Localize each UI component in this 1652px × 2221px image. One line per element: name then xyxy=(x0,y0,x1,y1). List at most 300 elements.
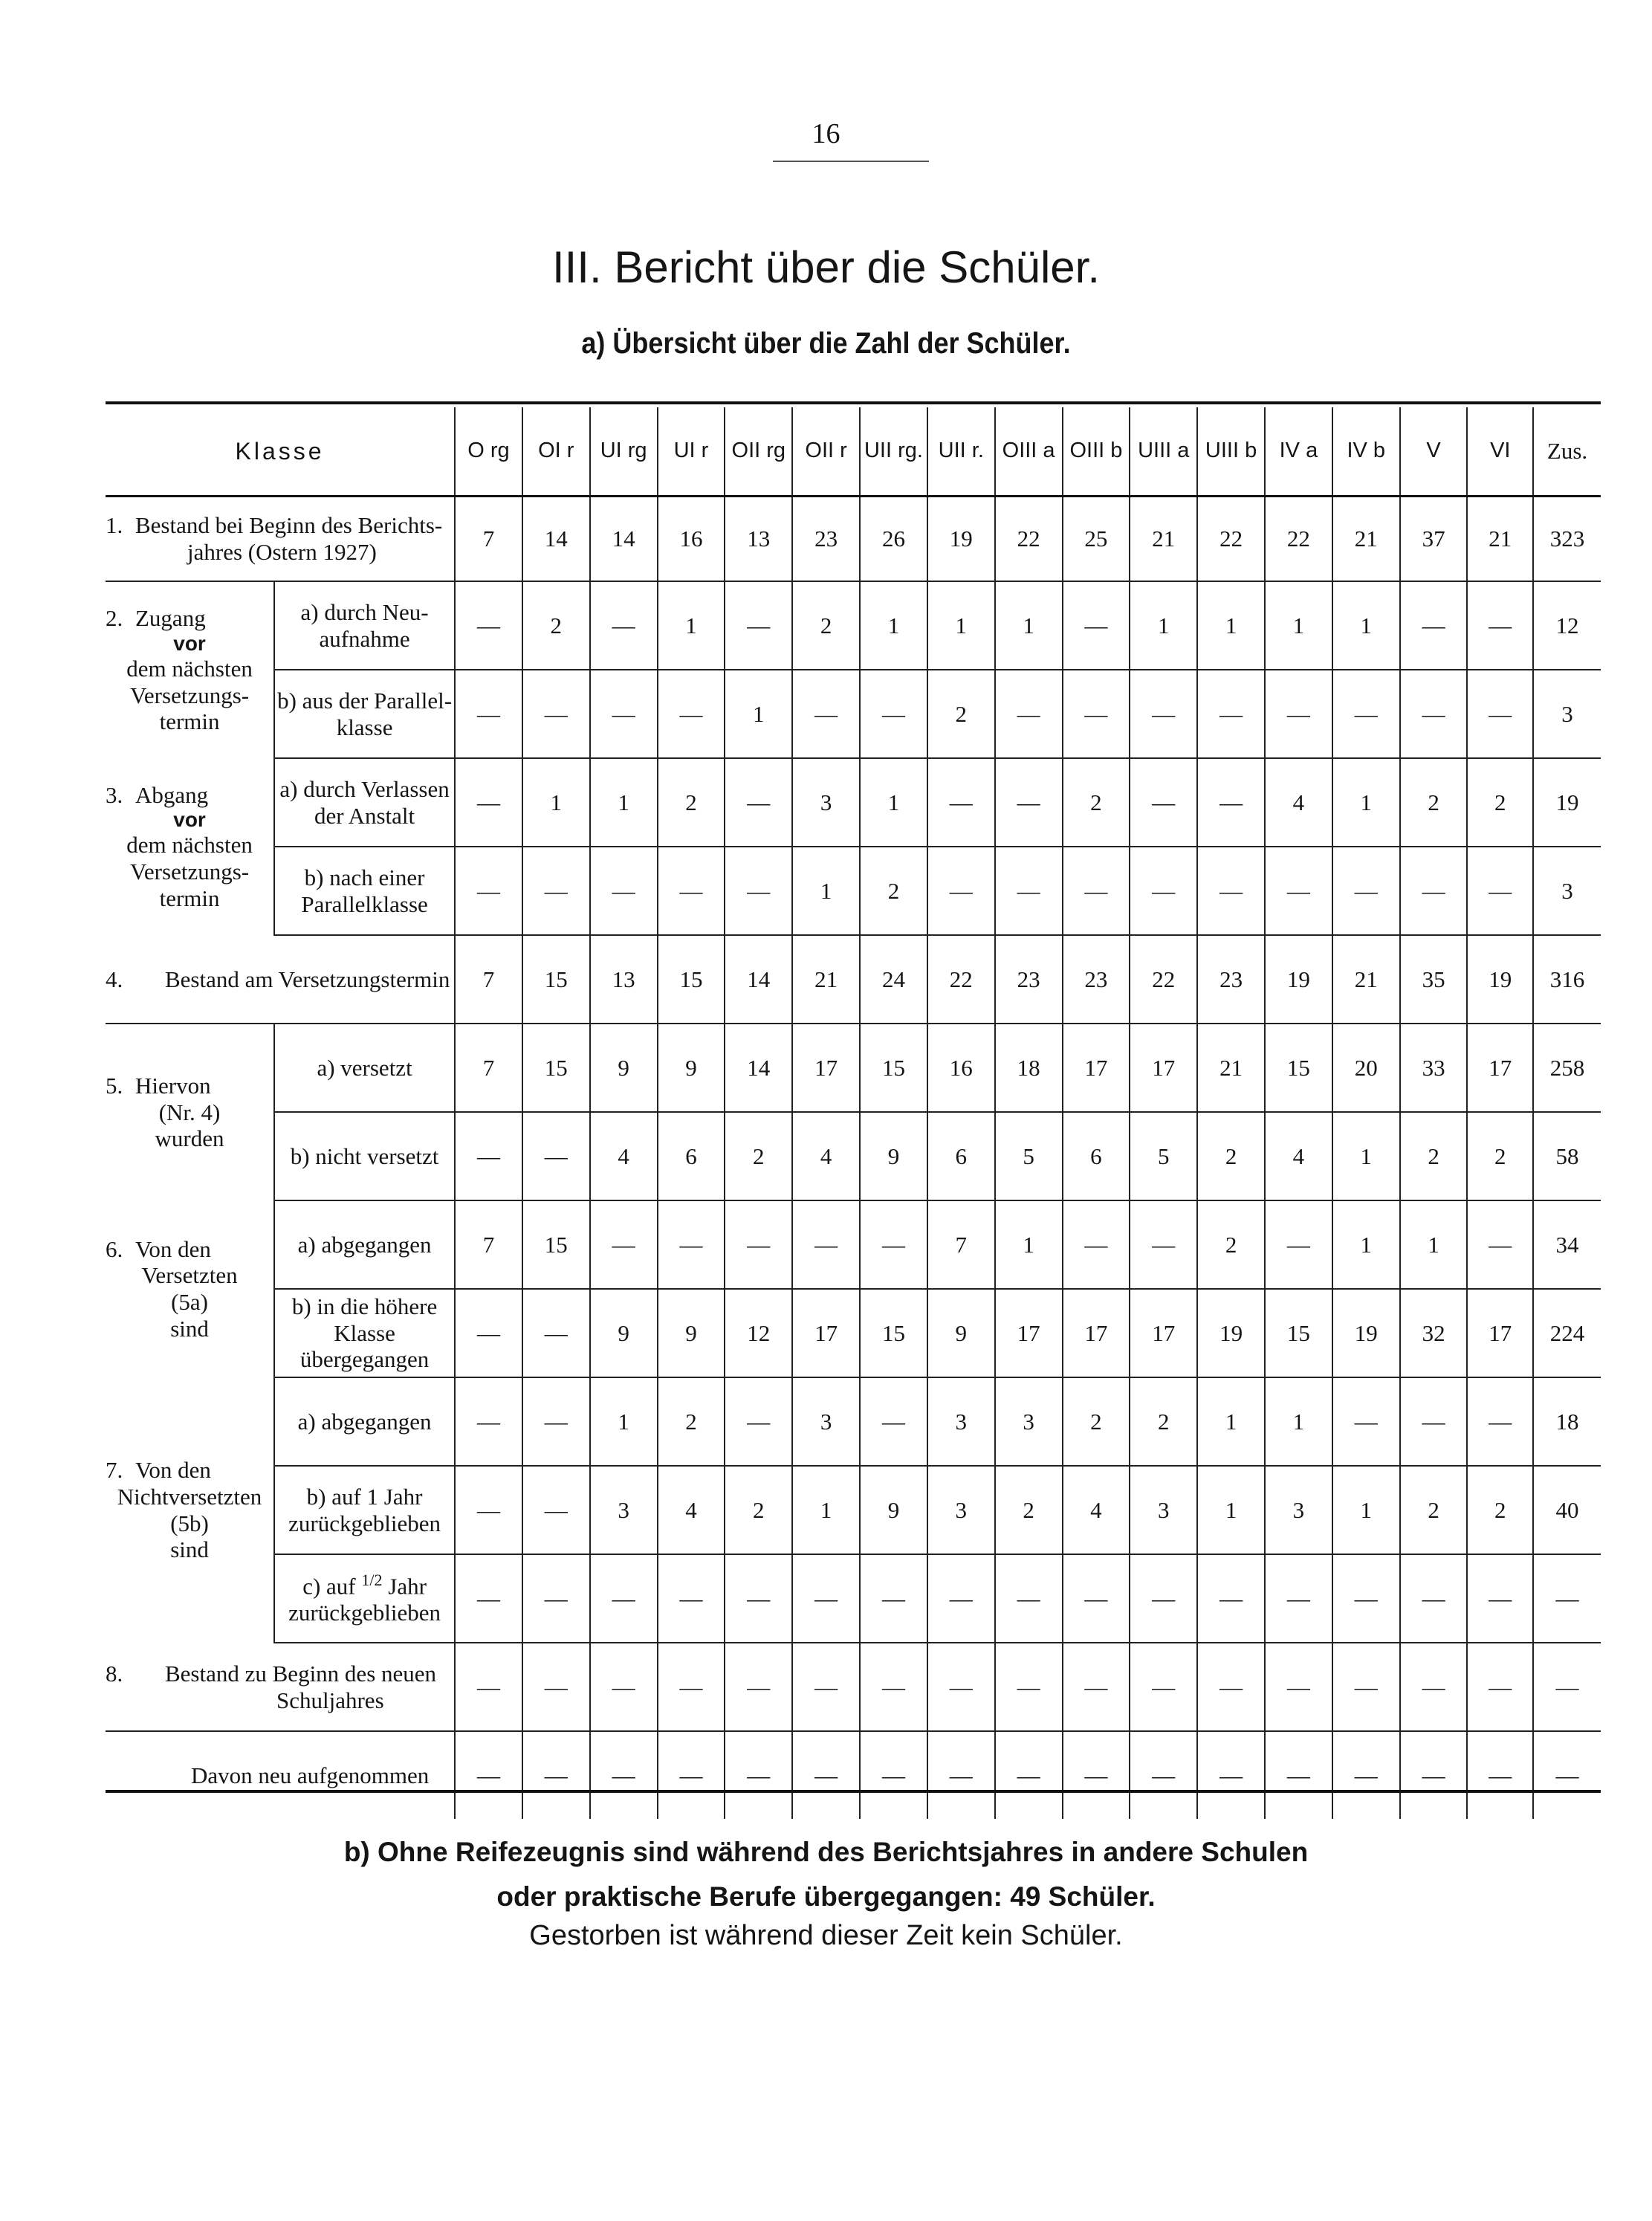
subrow-label-line: Parallelklasse xyxy=(301,890,428,917)
value-cell: 2 xyxy=(1400,1112,1468,1200)
value-cell: — xyxy=(860,1554,927,1643)
value-cell: — xyxy=(792,1200,860,1289)
note-b-line-1: b) Ohne Reifezeugnis sind während des Berichtsjahres in andere Schulen xyxy=(343,1837,1309,1867)
table-row xyxy=(106,1377,1601,1466)
value-cell: — xyxy=(792,1554,860,1643)
table-row xyxy=(106,1731,1601,1819)
value-cell: 33 xyxy=(1400,1024,1468,1112)
pupil-statistics-table xyxy=(106,407,1601,1819)
page-number: 16 xyxy=(812,118,840,149)
value-cell: 25 xyxy=(1063,497,1130,582)
value-cell: — xyxy=(1265,1200,1332,1289)
total-cell: 12 xyxy=(1533,581,1601,670)
value-cell: — xyxy=(658,1200,725,1289)
value-cell: — xyxy=(860,1200,927,1289)
value-cell: 1 xyxy=(590,758,658,847)
value-cell: — xyxy=(590,1731,658,1819)
value-cell: 7 xyxy=(927,1200,995,1289)
total-cell: 316 xyxy=(1533,935,1601,1024)
value-cell: 16 xyxy=(927,1024,995,1112)
value-cell: 22 xyxy=(927,935,995,1024)
value-cell: — xyxy=(1332,847,1400,935)
subrow-label xyxy=(274,1554,455,1643)
value-cell: — xyxy=(860,670,927,758)
value-cell: 2 xyxy=(658,758,725,847)
row-label-line: jahres (Ostern 1927) xyxy=(187,539,377,565)
row-group-label xyxy=(106,1377,274,1643)
value-cell: 19 xyxy=(1332,1289,1400,1377)
value-cell: 2 xyxy=(1400,758,1468,847)
subrow-label-line: a) durch Verlassen xyxy=(279,775,450,802)
column-header: VI xyxy=(1467,407,1533,497)
value-cell: 2 xyxy=(1467,758,1533,847)
value-cell: 17 xyxy=(792,1024,860,1112)
value-cell: — xyxy=(1400,1643,1468,1731)
value-cell: 2 xyxy=(1063,1377,1130,1466)
value-cell: 1 xyxy=(590,1377,658,1466)
total-cell: 18 xyxy=(1533,1377,1601,1466)
row-group-label xyxy=(106,1200,274,1377)
subrow-label-line: b) in die höhere xyxy=(291,1293,438,1320)
value-cell: — xyxy=(995,1731,1063,1819)
column-header: OIII a xyxy=(995,407,1063,497)
value-cell: — xyxy=(455,1377,522,1466)
column-header: UII rg. xyxy=(860,407,927,497)
value-cell: 2 xyxy=(1400,1466,1468,1554)
value-cell: — xyxy=(1197,670,1265,758)
value-cell: 2 xyxy=(725,1112,792,1200)
value-cell: — xyxy=(995,670,1063,758)
value-cell: — xyxy=(1467,1554,1533,1643)
value-cell: 1 xyxy=(792,847,860,935)
value-cell: 21 xyxy=(1197,1024,1265,1112)
value-cell: — xyxy=(725,758,792,847)
subrow-label xyxy=(274,1289,455,1377)
column-header: OII rg xyxy=(725,407,792,497)
subrow-label-line: a) durch Neu- xyxy=(300,598,429,625)
group-line: dem nächsten xyxy=(126,655,253,682)
value-cell: — xyxy=(725,581,792,670)
value-cell: 1 xyxy=(1332,1466,1400,1554)
value-cell: — xyxy=(522,847,590,935)
table-row xyxy=(106,581,1601,670)
value-cell: 1 xyxy=(1197,581,1265,670)
value-cell: — xyxy=(522,1466,590,1554)
value-cell: 15 xyxy=(860,1024,927,1112)
value-cell: — xyxy=(995,1554,1063,1643)
value-cell: 9 xyxy=(860,1466,927,1554)
value-cell: 17 xyxy=(1130,1024,1197,1112)
value-cell: 13 xyxy=(725,497,792,582)
value-cell: — xyxy=(1197,847,1265,935)
value-cell: 2 xyxy=(522,581,590,670)
row-label-line: Bestand zu Beginn des neuen xyxy=(165,1660,437,1687)
value-cell: — xyxy=(590,1554,658,1643)
row-label xyxy=(106,497,455,582)
value-cell: 14 xyxy=(522,497,590,582)
subrow-label: a) abgegangen xyxy=(274,1200,455,1289)
value-cell: 12 xyxy=(725,1289,792,1377)
value-cell: 4 xyxy=(590,1112,658,1200)
subrow-label xyxy=(274,1466,455,1554)
group-line: Versetzten xyxy=(141,1262,238,1289)
value-cell: — xyxy=(590,1643,658,1731)
value-cell: 19 xyxy=(1265,935,1332,1024)
value-cell: 1 xyxy=(860,758,927,847)
value-cell: — xyxy=(927,1731,995,1819)
total-cell: 58 xyxy=(1533,1112,1601,1200)
value-cell: 15 xyxy=(1265,1289,1332,1377)
value-cell: 1 xyxy=(1332,758,1400,847)
value-cell: — xyxy=(1130,1200,1197,1289)
value-cell: 14 xyxy=(725,1024,792,1112)
value-cell: — xyxy=(725,1643,792,1731)
value-cell: — xyxy=(522,1289,590,1377)
value-cell: 1 xyxy=(1197,1466,1265,1554)
value-cell: 7 xyxy=(455,1200,522,1289)
value-cell: 6 xyxy=(658,1112,725,1200)
row-group-label xyxy=(106,581,274,758)
total-cell: 3 xyxy=(1533,847,1601,935)
value-cell: 6 xyxy=(1063,1112,1130,1200)
value-cell: — xyxy=(658,1731,725,1819)
total-cell: 224 xyxy=(1533,1289,1601,1377)
table-top-rule xyxy=(106,401,1601,404)
subrow-label-line: klasse xyxy=(336,714,393,740)
value-cell: 1 xyxy=(995,581,1063,670)
total-cell: 3 xyxy=(1533,670,1601,758)
total-cell: 323 xyxy=(1533,497,1601,582)
value-cell: 23 xyxy=(792,497,860,582)
value-cell: 2 xyxy=(995,1466,1063,1554)
value-cell: 18 xyxy=(995,1024,1063,1112)
value-cell: 9 xyxy=(860,1112,927,1200)
subrow-label-line: der Anstalt xyxy=(314,802,415,829)
value-cell: 17 xyxy=(1467,1289,1533,1377)
value-cell: — xyxy=(658,1554,725,1643)
value-cell: 4 xyxy=(1063,1466,1130,1554)
table-row xyxy=(106,1112,1601,1200)
row-group-label xyxy=(106,1024,274,1200)
column-header: UIII a xyxy=(1130,407,1197,497)
subrow-label xyxy=(274,670,455,758)
value-cell: 17 xyxy=(792,1289,860,1377)
row-group-label xyxy=(106,758,274,935)
value-cell: 26 xyxy=(860,497,927,582)
value-cell: 3 xyxy=(995,1377,1063,1466)
row-label xyxy=(106,1643,455,1731)
value-cell: — xyxy=(658,670,725,758)
column-header: UI r xyxy=(658,407,725,497)
value-cell: — xyxy=(590,670,658,758)
value-cell: — xyxy=(1332,1554,1400,1643)
value-cell: — xyxy=(1130,758,1197,847)
value-cell: 17 xyxy=(1467,1024,1533,1112)
value-cell: 16 xyxy=(658,497,725,582)
table-row xyxy=(106,847,1601,935)
value-cell: 2 xyxy=(792,581,860,670)
group-line: termin xyxy=(159,708,220,735)
value-cell: 1 xyxy=(995,1200,1063,1289)
value-cell: 2 xyxy=(1063,758,1130,847)
column-header: UI rg xyxy=(590,407,658,497)
value-cell: 17 xyxy=(995,1289,1063,1377)
value-cell: — xyxy=(1063,1200,1130,1289)
value-cell: — xyxy=(995,758,1063,847)
value-cell: — xyxy=(1197,758,1265,847)
total-cell: — xyxy=(1533,1731,1601,1819)
value-cell: — xyxy=(860,1377,927,1466)
value-cell: — xyxy=(455,581,522,670)
value-cell: 1 xyxy=(792,1466,860,1554)
value-cell: 22 xyxy=(1197,497,1265,582)
value-cell: 24 xyxy=(860,935,927,1024)
value-cell: 1 xyxy=(1197,1377,1265,1466)
value-cell: 3 xyxy=(1130,1466,1197,1554)
value-cell: — xyxy=(1467,1200,1533,1289)
value-cell: — xyxy=(590,847,658,935)
row-number: 1. xyxy=(106,512,123,539)
subrow-label: a) abgegangen xyxy=(274,1377,455,1466)
section-heading: III. Bericht über die Schüler. xyxy=(551,242,1101,292)
value-cell: — xyxy=(658,847,725,935)
group-line: Abgang xyxy=(135,781,209,808)
subrow-label-line: zurückgeblieben xyxy=(288,1600,441,1626)
value-cell: — xyxy=(1467,847,1533,935)
subrow-label-part: Jahr xyxy=(382,1573,427,1600)
value-cell: 2 xyxy=(1197,1112,1265,1200)
subrow-label xyxy=(274,847,455,935)
value-cell: — xyxy=(522,1112,590,1200)
table-row xyxy=(106,1466,1601,1554)
row-label xyxy=(106,1731,455,1819)
value-cell: — xyxy=(725,1200,792,1289)
row-label-line: Schuljahres xyxy=(276,1687,384,1713)
group-line: (5b) xyxy=(170,1510,209,1536)
value-cell: — xyxy=(792,670,860,758)
value-cell: — xyxy=(455,1554,522,1643)
row-number: 3. xyxy=(106,781,123,808)
value-cell: 23 xyxy=(995,935,1063,1024)
row-label-line: Davon neu aufgenommen xyxy=(191,1762,430,1788)
value-cell: — xyxy=(522,1377,590,1466)
value-cell: — xyxy=(1130,670,1197,758)
value-cell: 21 xyxy=(1130,497,1197,582)
value-cell: 2 xyxy=(927,670,995,758)
value-cell: — xyxy=(1197,1643,1265,1731)
value-cell: — xyxy=(860,1643,927,1731)
group-line: (5a) xyxy=(171,1289,208,1315)
value-cell: — xyxy=(1400,1554,1468,1643)
row-number: 8. xyxy=(106,1660,123,1687)
value-cell: — xyxy=(455,1731,522,1819)
value-cell: 1 xyxy=(927,581,995,670)
value-cell: — xyxy=(455,1112,522,1200)
row-number: 6. xyxy=(106,1235,123,1262)
value-cell: — xyxy=(1400,581,1468,670)
value-cell: 2 xyxy=(1130,1377,1197,1466)
value-cell: 5 xyxy=(995,1112,1063,1200)
row-label-line: Bestand am Versetzungstermin xyxy=(165,966,450,992)
value-cell: — xyxy=(1130,847,1197,935)
value-cell: 9 xyxy=(927,1289,995,1377)
group-line: Von den xyxy=(135,1235,211,1262)
value-cell: 1 xyxy=(1400,1200,1468,1289)
table-row xyxy=(106,935,1601,1024)
value-cell: 1 xyxy=(1130,581,1197,670)
value-cell: 4 xyxy=(1265,758,1332,847)
value-cell: — xyxy=(1467,1643,1533,1731)
subrow-label-part: c) auf xyxy=(302,1573,362,1600)
value-cell: 1 xyxy=(860,581,927,670)
subrow-label-line: b) nach einer xyxy=(304,864,425,890)
value-cell: 9 xyxy=(590,1289,658,1377)
total-cell: 34 xyxy=(1533,1200,1601,1289)
value-cell: 1 xyxy=(658,581,725,670)
value-cell: — xyxy=(590,1200,658,1289)
value-cell: 7 xyxy=(455,935,522,1024)
value-cell: — xyxy=(1063,581,1130,670)
value-cell: 15 xyxy=(658,935,725,1024)
value-cell: 32 xyxy=(1400,1289,1468,1377)
value-cell: 17 xyxy=(1063,1289,1130,1377)
group-line: Hiervon xyxy=(135,1073,211,1099)
value-cell: 22 xyxy=(1130,935,1197,1024)
group-line: (Nr. 4) xyxy=(158,1099,221,1125)
subrow-label-line: zurückgeblieben xyxy=(288,1510,441,1536)
table-bottom-rule xyxy=(106,1790,1601,1793)
value-cell: — xyxy=(1467,581,1533,670)
value-cell: 22 xyxy=(1265,497,1332,582)
total-cell: 40 xyxy=(1533,1466,1601,1554)
value-cell: — xyxy=(725,1731,792,1819)
subrow-label-line: b) auf 1 Jahr xyxy=(306,1483,423,1510)
table-row xyxy=(106,1024,1601,1112)
value-cell: 19 xyxy=(927,497,995,582)
value-cell: 2 xyxy=(1467,1466,1533,1554)
value-cell: — xyxy=(522,1554,590,1643)
group-line: dem nächsten xyxy=(126,832,253,859)
value-cell: 14 xyxy=(590,497,658,582)
value-cell: 2 xyxy=(1467,1112,1533,1200)
total-cell: — xyxy=(1533,1643,1601,1731)
subrow-label xyxy=(274,581,455,670)
row-label-line: Bestand bei Beginn des Berichts- xyxy=(135,512,443,539)
group-line: wurden xyxy=(155,1125,224,1152)
table-row xyxy=(106,1643,1601,1731)
value-cell: 3 xyxy=(792,758,860,847)
column-header: OIII b xyxy=(1063,407,1130,497)
table-row xyxy=(106,758,1601,847)
value-cell: — xyxy=(1265,847,1332,935)
value-cell: 3 xyxy=(792,1377,860,1466)
value-cell: 14 xyxy=(725,935,792,1024)
column-header: UIII b xyxy=(1197,407,1265,497)
page-number-rule xyxy=(773,161,929,162)
value-cell: 15 xyxy=(1265,1024,1332,1112)
value-cell: — xyxy=(590,581,658,670)
value-cell: — xyxy=(1400,847,1468,935)
value-cell: — xyxy=(1130,1554,1197,1643)
value-cell: — xyxy=(1197,1554,1265,1643)
group-line: sind xyxy=(170,1536,209,1563)
note-b-line-2: oder praktische Berufe übergegangen: 49 Schüler. xyxy=(496,1881,1156,1912)
group-line: termin xyxy=(159,885,220,911)
value-cell: 1 xyxy=(1332,581,1400,670)
value-cell: — xyxy=(1063,670,1130,758)
value-cell: — xyxy=(725,847,792,935)
value-cell: — xyxy=(455,1466,522,1554)
column-header: OII r xyxy=(792,407,860,497)
value-cell: — xyxy=(1265,1554,1332,1643)
row-number: 5. xyxy=(106,1073,123,1099)
value-cell: 5 xyxy=(1130,1112,1197,1200)
value-cell: 4 xyxy=(792,1112,860,1200)
table-row xyxy=(106,497,1601,582)
value-cell: — xyxy=(455,847,522,935)
value-cell: 3 xyxy=(927,1466,995,1554)
value-cell: 23 xyxy=(1197,935,1265,1024)
value-cell: — xyxy=(927,1643,995,1731)
value-cell: 21 xyxy=(1332,935,1400,1024)
section-subheading: a) Übersicht über die Zahl der Schüler. xyxy=(581,327,1071,360)
subrow-label: a) versetzt xyxy=(274,1024,455,1112)
value-cell: 6 xyxy=(927,1112,995,1200)
row-number: 2. xyxy=(106,605,123,632)
total-cell: 258 xyxy=(1533,1024,1601,1112)
value-cell: — xyxy=(1063,1731,1130,1819)
value-cell: — xyxy=(1467,1377,1533,1466)
table-row xyxy=(106,1554,1601,1643)
value-cell: — xyxy=(522,670,590,758)
value-cell: — xyxy=(927,758,995,847)
value-cell: — xyxy=(1400,1731,1468,1819)
value-cell: — xyxy=(1400,1377,1468,1466)
value-cell: 20 xyxy=(1332,1024,1400,1112)
value-cell: — xyxy=(455,670,522,758)
value-cell: — xyxy=(995,1643,1063,1731)
value-cell: — xyxy=(1265,1643,1332,1731)
group-line: Versetzungs- xyxy=(129,682,250,708)
value-cell: — xyxy=(1332,1731,1400,1819)
value-cell: 21 xyxy=(1467,497,1533,582)
subrow-label-line: aufnahme xyxy=(319,625,410,652)
value-cell: 1 xyxy=(522,758,590,847)
value-cell: 1 xyxy=(1332,1112,1400,1200)
value-cell: 9 xyxy=(658,1289,725,1377)
value-cell: 15 xyxy=(860,1289,927,1377)
value-cell: 22 xyxy=(995,497,1063,582)
value-cell: — xyxy=(927,847,995,935)
column-header: UII r. xyxy=(927,407,995,497)
value-cell: 7 xyxy=(455,1024,522,1112)
value-cell: 3 xyxy=(590,1466,658,1554)
value-cell: — xyxy=(1400,670,1468,758)
value-cell: 3 xyxy=(1265,1466,1332,1554)
value-cell: 23 xyxy=(1063,935,1130,1024)
note-b xyxy=(0,1830,1652,1919)
column-header: Zus. xyxy=(1533,407,1601,497)
value-cell: 13 xyxy=(590,935,658,1024)
table-header-row xyxy=(106,407,1601,497)
value-cell: — xyxy=(725,1554,792,1643)
value-cell: — xyxy=(1332,1377,1400,1466)
value-cell: 3 xyxy=(927,1377,995,1466)
value-cell: — xyxy=(1063,1554,1130,1643)
value-cell: — xyxy=(995,847,1063,935)
value-cell: — xyxy=(658,1643,725,1731)
value-cell: 1 xyxy=(725,670,792,758)
